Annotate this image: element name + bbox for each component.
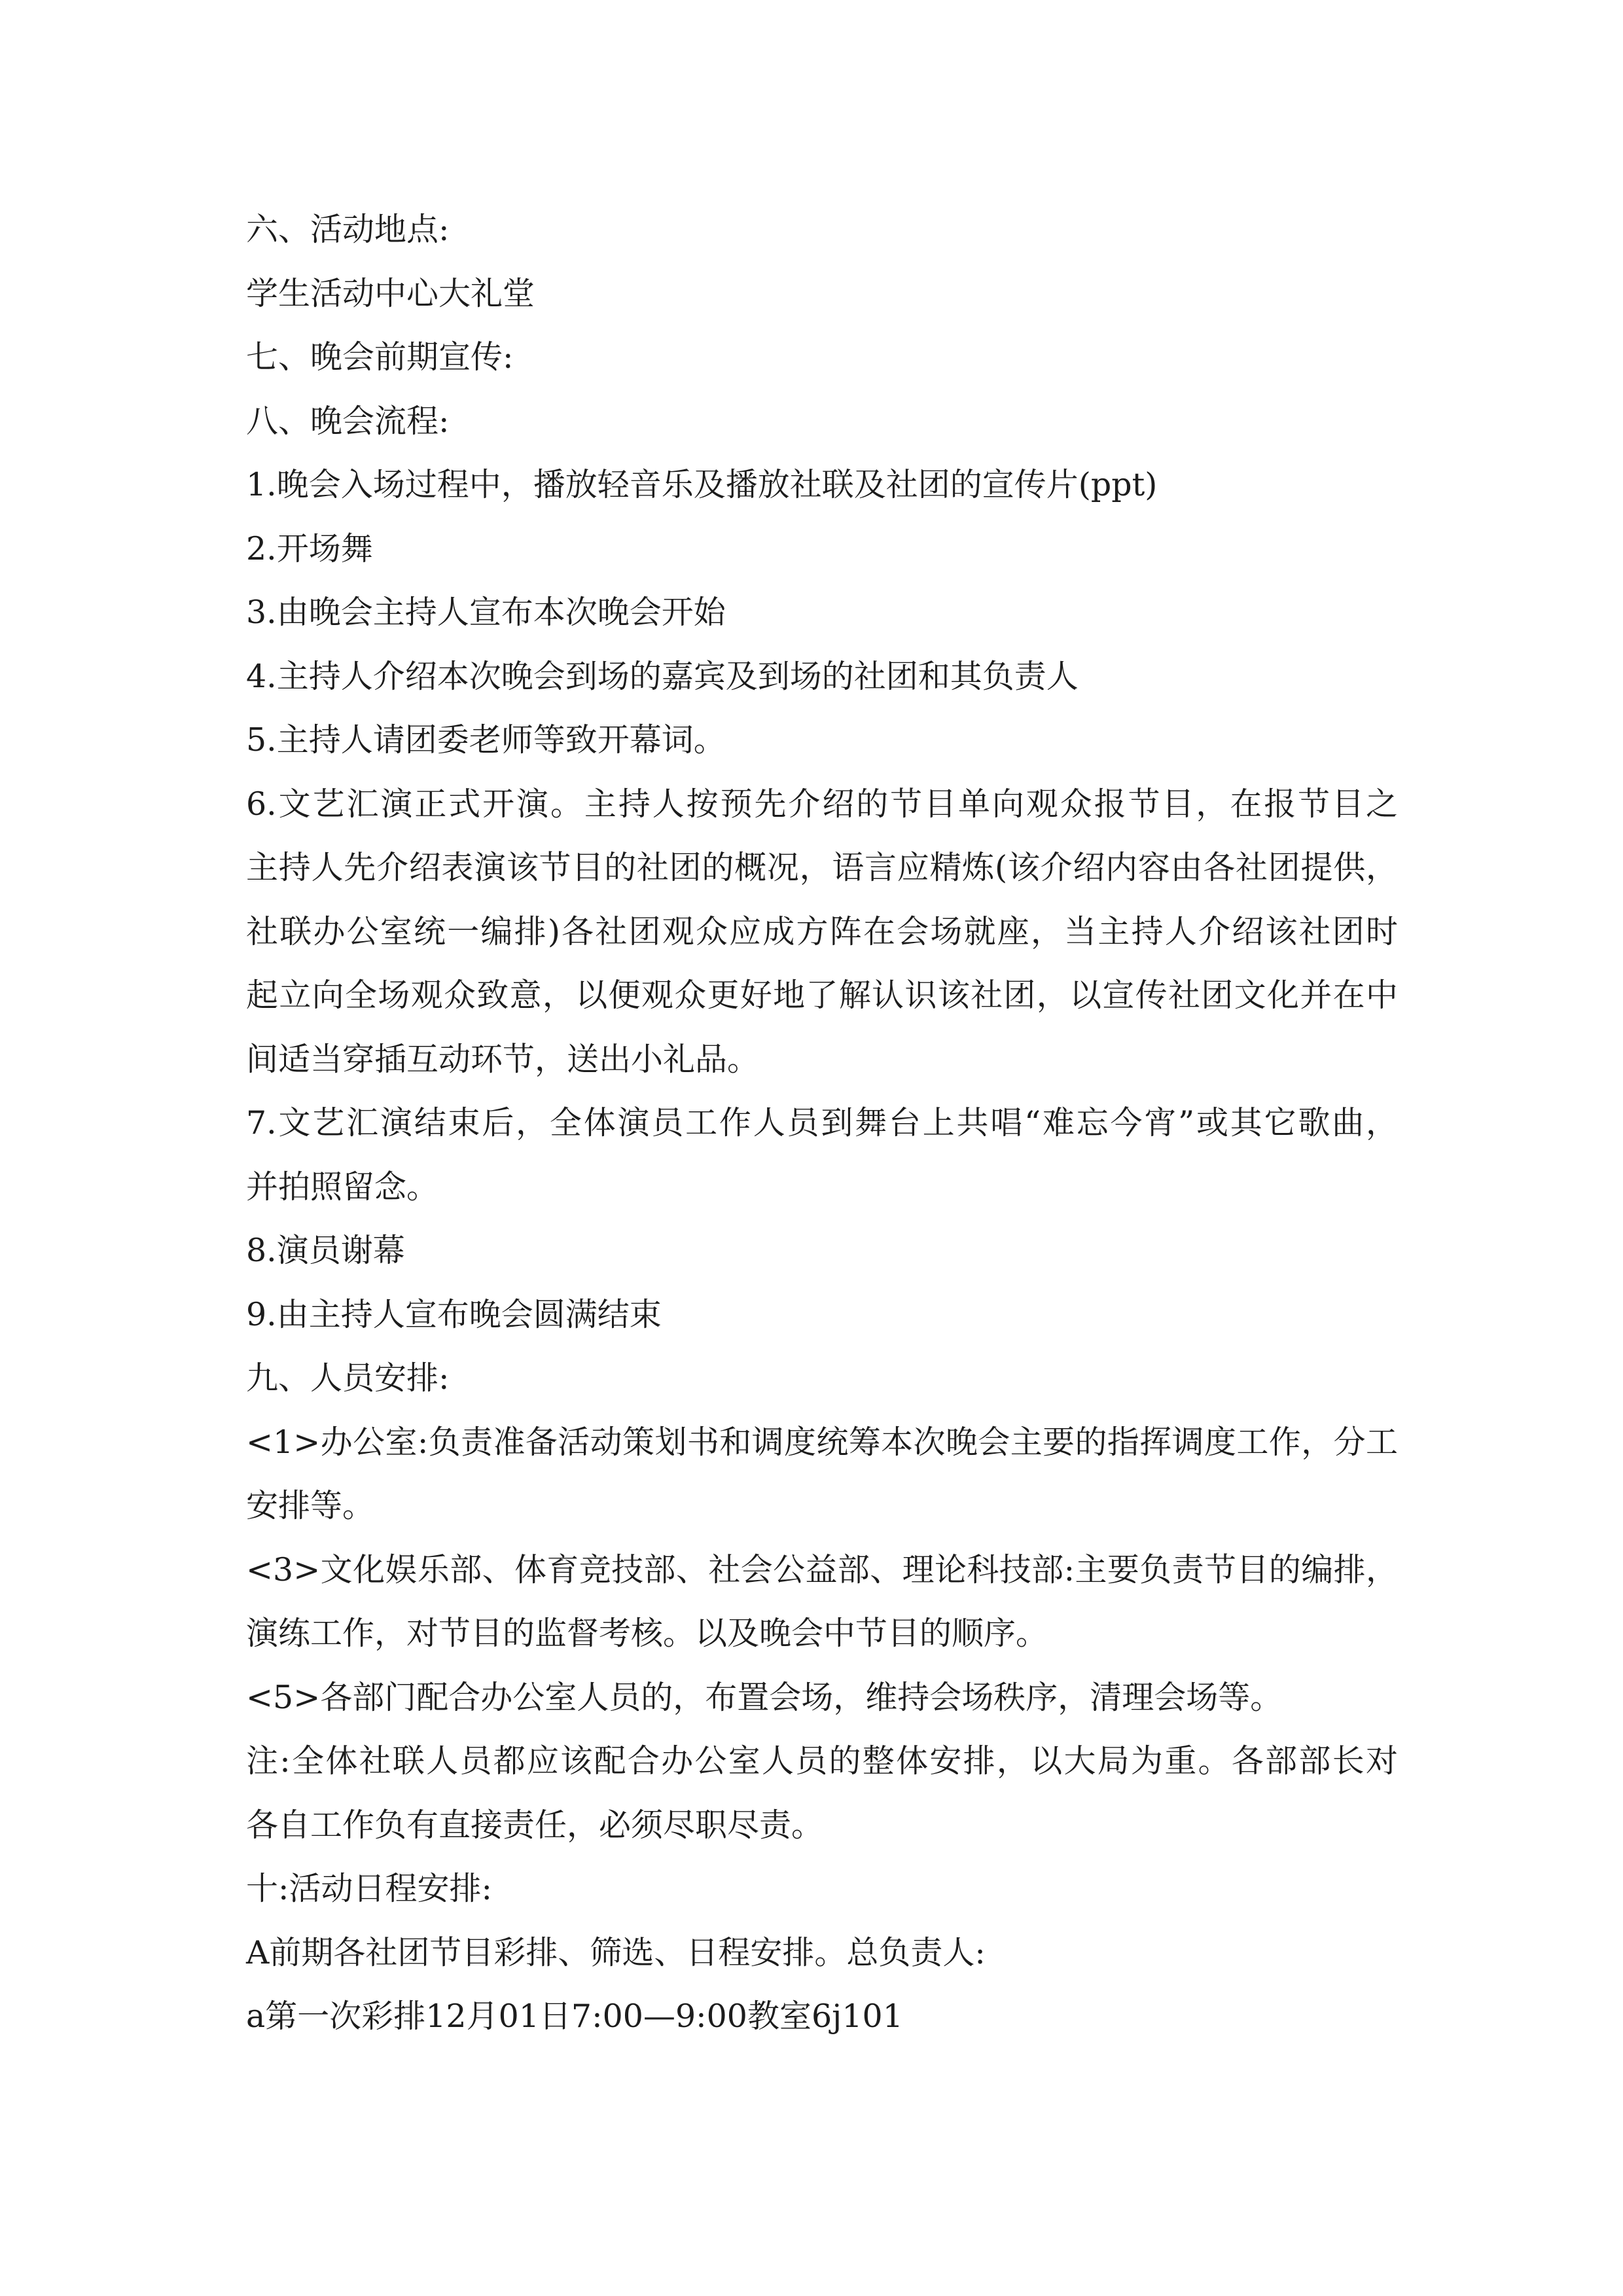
list-item: 3.由晚会主持人宣布本次晚会开始 <box>246 594 726 631</box>
list-item: 6.文艺汇演正式开演。主持人按预先介绍的节目单向观众报节目，在报节目之 <box>246 785 1398 823</box>
text-line: 安排等。 <box>246 1487 375 1524</box>
text-line: 间适当穿插互动环节，送出小礼品。 <box>246 1040 760 1078</box>
text-line: 演练工作，对节目的监督考核。以及晚会中节目的顺序。 <box>246 1615 1048 1652</box>
section-heading-publicity: 七、晚会前期宣传: <box>246 338 514 376</box>
section-heading-process: 八、晚会流程: <box>246 402 450 440</box>
document-body <box>246 198 1398 2049</box>
text-line: 社联办公室统一编排)各社团观众应成方阵在会场就座，当主持人介绍该社团时 <box>246 912 1398 950</box>
list-item: <5>各部门配合办公室人员的，布置会场，维持会场秩序，清理会场等。 <box>246 1678 1283 1716</box>
list-item: a第一次彩排12月01日7:00—9:00教室6j101 <box>246 1998 903 2035</box>
note-line: 各自工作负有直接责任，必须尽职尽责。 <box>246 1806 824 1844</box>
section-heading-schedule: 十:活动日程安排: <box>246 1870 493 1907</box>
list-item: 2.开场舞 <box>246 529 373 567</box>
text-line: 学生活动中心大礼堂 <box>246 274 535 312</box>
list-item: 8.演员谢幕 <box>246 1232 405 1269</box>
list-item: <3>文化娱乐部、体育竞技部、社会公益部、理论科技部:主要负责节目的编排， <box>246 1551 1398 1588</box>
note-line: 注:全体社联人员都应该配合办公室人员的整体安排，以大局为重。各部部长对 <box>246 1742 1398 1780</box>
text-line: 并拍照留念。 <box>246 1168 439 1206</box>
text-line: 起立向全场观众致意，以便观众更好地了解认识该社团，以宣传社团文化并在中 <box>246 977 1398 1014</box>
list-item: A前期各社团节目彩排、筛选、日程安排。总负责人: <box>246 1933 986 1971</box>
section-heading-staff: 九、人员安排: <box>246 1359 450 1397</box>
list-item: 9.由主持人宣布晚会圆满结束 <box>246 1295 662 1333</box>
text-line: 主持人先介绍表演该节目的社团的概况，语言应精炼(该介绍内容由各社团提供， <box>246 849 1398 886</box>
list-item: <1>办公室:负责准备活动策划书和调度统筹本次晚会主要的指挥调度工作，分工 <box>246 1423 1398 1461</box>
list-item: 5.主持人请团委老师等致开幕词。 <box>246 721 726 759</box>
list-item: 1.晚会入场过程中，播放轻音乐及播放社联及社团的宣传片(ppt) <box>246 466 1158 503</box>
list-item: 7.文艺汇演结束后，全体演员工作人员到舞台上共唱“难忘今宵”或其它歌曲， <box>246 1104 1398 1141</box>
section-heading-venue: 六、活动地点: <box>246 211 450 248</box>
list-item: 4.主持人介绍本次晚会到场的嘉宾及到场的社团和其负责人 <box>246 657 1079 695</box>
